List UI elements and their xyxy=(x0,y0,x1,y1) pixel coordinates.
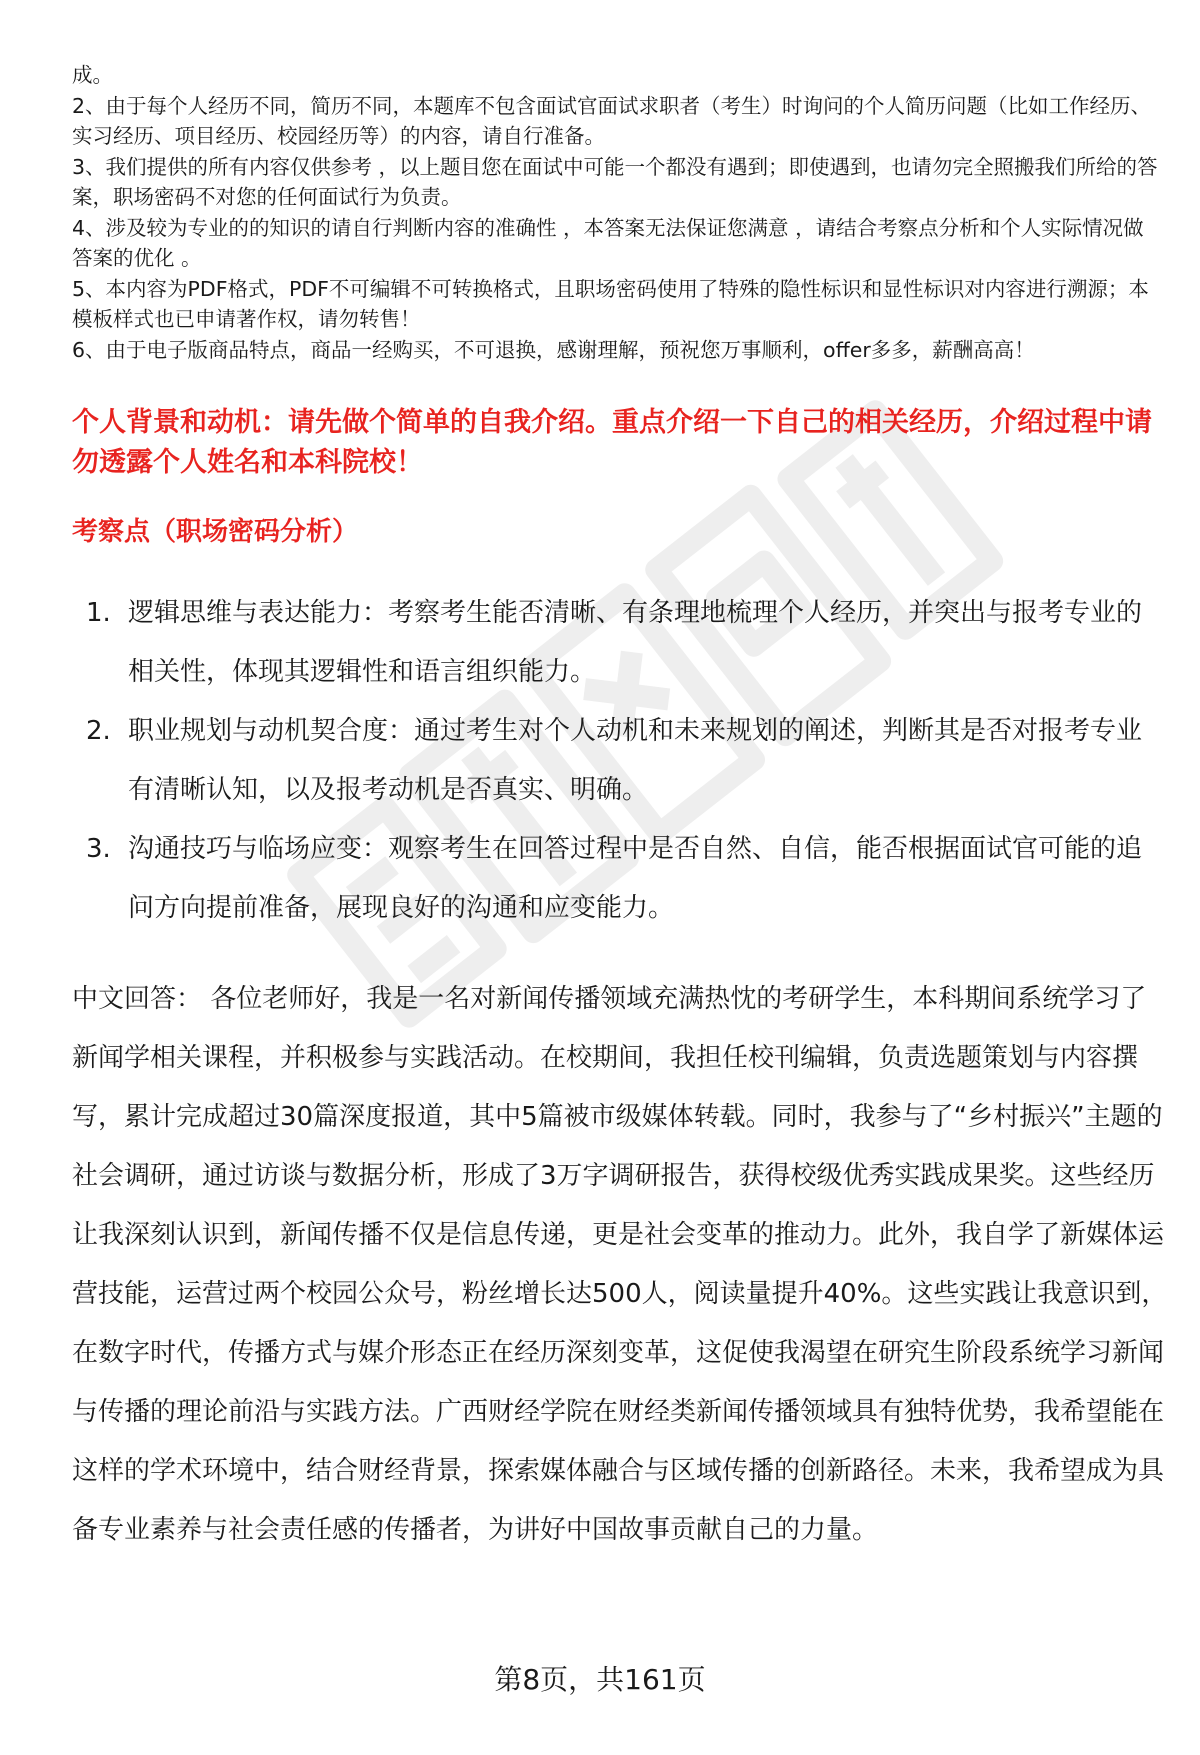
point-number: 2. xyxy=(86,716,111,746)
notice-item: 成。 xyxy=(72,63,113,87)
point-number: 1. xyxy=(86,598,111,628)
analysis-point xyxy=(72,820,1167,938)
point-text: 沟通技巧与临场应变：观察考生在回答过程中是否自然、自信，能否根据面试官可能的追问方向提前准备，展现良好的沟通和应变能力。 xyxy=(128,834,1143,923)
notice-item: 3、我们提供的所有内容仅供参考 ，以上题目您在面试中可能一个都没有遇到；即使遇到，也请勿完全照搬我们所给的答案，职场密码不对您的任何面试行为负责。 xyxy=(72,154,1158,209)
analysis-points xyxy=(72,584,1167,938)
notice-item: 2、由于每个人经历不同，简历不同，本题库不包含面试官面试求职者（考生）时询问的个人简历问题（比如工作经历、实习经历、项目经历、校园经历等）的内容，请自行准备。 xyxy=(72,93,1152,148)
answer-paragraph: 中文回答： 各位老师好，我是一名对新闻传播领域充满热忱的考研学生，本科期间系统学习了新闻学相关课程，并积极参与实践活动。在校期间，我担任校刊编辑，负责选题策划与内容撰写，累计完成超过30篇深度报道，其中5篇被市级媒体转载。同时，我参与了“乡村振兴”主题的社会调研，通过访谈与数据分析，形成了3万字调研报告，获得校级优秀实践成果奖。这些经历让我深刻认识到，新闻传播不仅是信息传递，更是社会变革的推动力。此外，我自学了新媒体运营技能，运营过两个校园公众号，粉丝增长达500人，阅读量提升40%。这些实践让我意识到，在数字时代，传播方式与媒介形态正在经历深刻变革，这促使我渴望在研究生阶段系统学习新闻与传播的理论前沿与实践方法。广西财经学院在财经类新闻传播领域具有独特优势，我希望能在这样的学术环境中，结合财经背景，探索媒体融合与区域传播的创新路径。未来，我希望成为具备专业素养与社会责任感的传播者，为讲好中国故事贡献自己的力量。 xyxy=(72,984,1168,1545)
page-number: 第8页，共161页 xyxy=(494,1663,706,1696)
analysis-point xyxy=(72,584,1167,702)
notice-item: 6、由于电子版商品特点，商品一经购买，不可退换，感谢理解，预祝您万事顺利，offer多多，薪酬高高！ xyxy=(72,337,1035,362)
notice-list xyxy=(72,60,1162,365)
point-text: 职业规划与动机契合度：通过考生对个人动机和未来规划的阐述，判断其是否对报考专业有清晰认知，以及报考动机是否真实、明确。 xyxy=(128,716,1143,805)
notice-item: 5、本内容为PDF格式，PDF不可编辑不可转换格式，且职场密码使用了特殊的隐性标识和显性标识对内容进行溯源；本模板样式也已申请著作权，请勿转售！ xyxy=(72,276,1149,331)
point-text: 逻辑思维与表达能力：考察考生能否清晰、有条理地梳理个人经历，并突出与报考专业的相关性，体现其逻辑性和语言组织能力。 xyxy=(128,598,1143,687)
point-number: 3. xyxy=(86,834,111,864)
analysis-point xyxy=(72,702,1167,820)
interview-question: 个人背景和动机：请先做个简单的自我介绍。重点介绍一下自己的相关经历，介绍过程中请勿透露个人姓名和本科院校！ xyxy=(72,407,1152,478)
analysis-heading: 考察点（职场密码分析） xyxy=(72,517,359,547)
notice-item: 4、涉及较为专业的的知识的请自行判断内容的准确性 ，本答案无法保证您满意 ，请结合考察点分析和个人实际情况做答案的优化 。 xyxy=(72,215,1144,270)
